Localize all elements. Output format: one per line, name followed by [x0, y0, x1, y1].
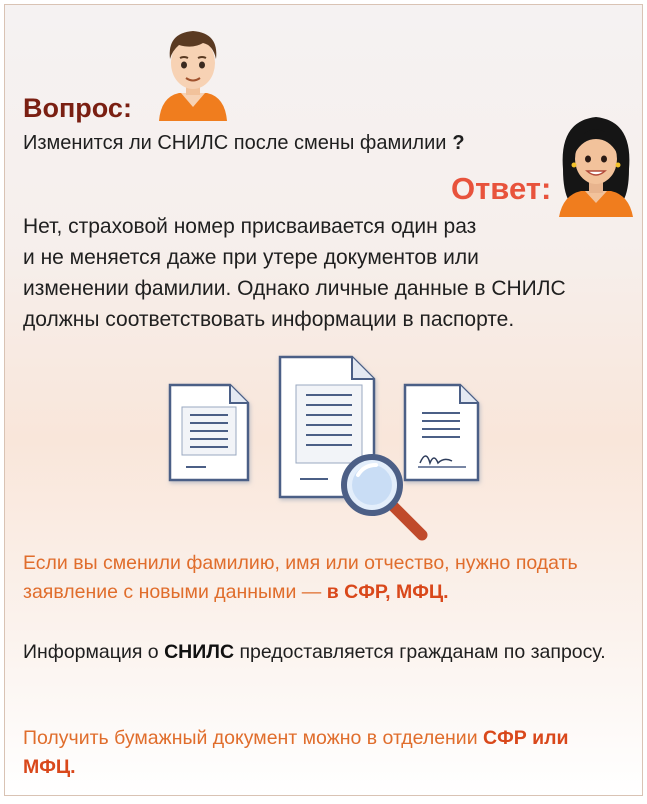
- info-after: предоставляется гражданам по запросу.: [234, 641, 606, 663]
- change-name-note: [23, 549, 623, 607]
- info-card: [4, 4, 643, 796]
- answer-line: изменении фамилии. Однако личные данные в СНИЛС: [23, 277, 566, 300]
- paper-document-note: [23, 724, 623, 782]
- change-name-text: Если вы сменили фамилию, имя или отчество, нужно подать заявление с новыми данными —: [23, 552, 578, 603]
- documents-icon: [160, 345, 495, 545]
- question-text-body: Изменится ли СНИЛС после смены фамилии: [23, 132, 447, 154]
- info-note: [23, 638, 623, 667]
- answer-line: Нет, страховой номер присваивается один раз: [23, 215, 477, 238]
- answer-line: должны соответствовать информации в паспорте.: [23, 308, 515, 331]
- answer-text: [23, 211, 643, 335]
- question-label: Вопрос:: [23, 93, 132, 123]
- question-mark: ?: [452, 132, 465, 154]
- answer-label: Ответ:: [451, 171, 552, 206]
- document-left-icon: [170, 385, 248, 480]
- info-bold: СНИЛС: [164, 641, 235, 663]
- change-name-bold: в СФР, МФЦ.: [326, 581, 449, 603]
- female-avatar-icon: [555, 109, 637, 217]
- paper-bold: СФР или МФЦ.: [23, 727, 569, 778]
- answer-line: и не меняется даже при утере документов или: [23, 246, 479, 269]
- document-right-icon: [405, 385, 478, 480]
- info-before: Информация о: [23, 641, 165, 663]
- paper-text: Получить бумажный документ можно в отделении: [23, 727, 484, 749]
- male-avatar-icon: [153, 23, 233, 121]
- question-text: [23, 132, 465, 155]
